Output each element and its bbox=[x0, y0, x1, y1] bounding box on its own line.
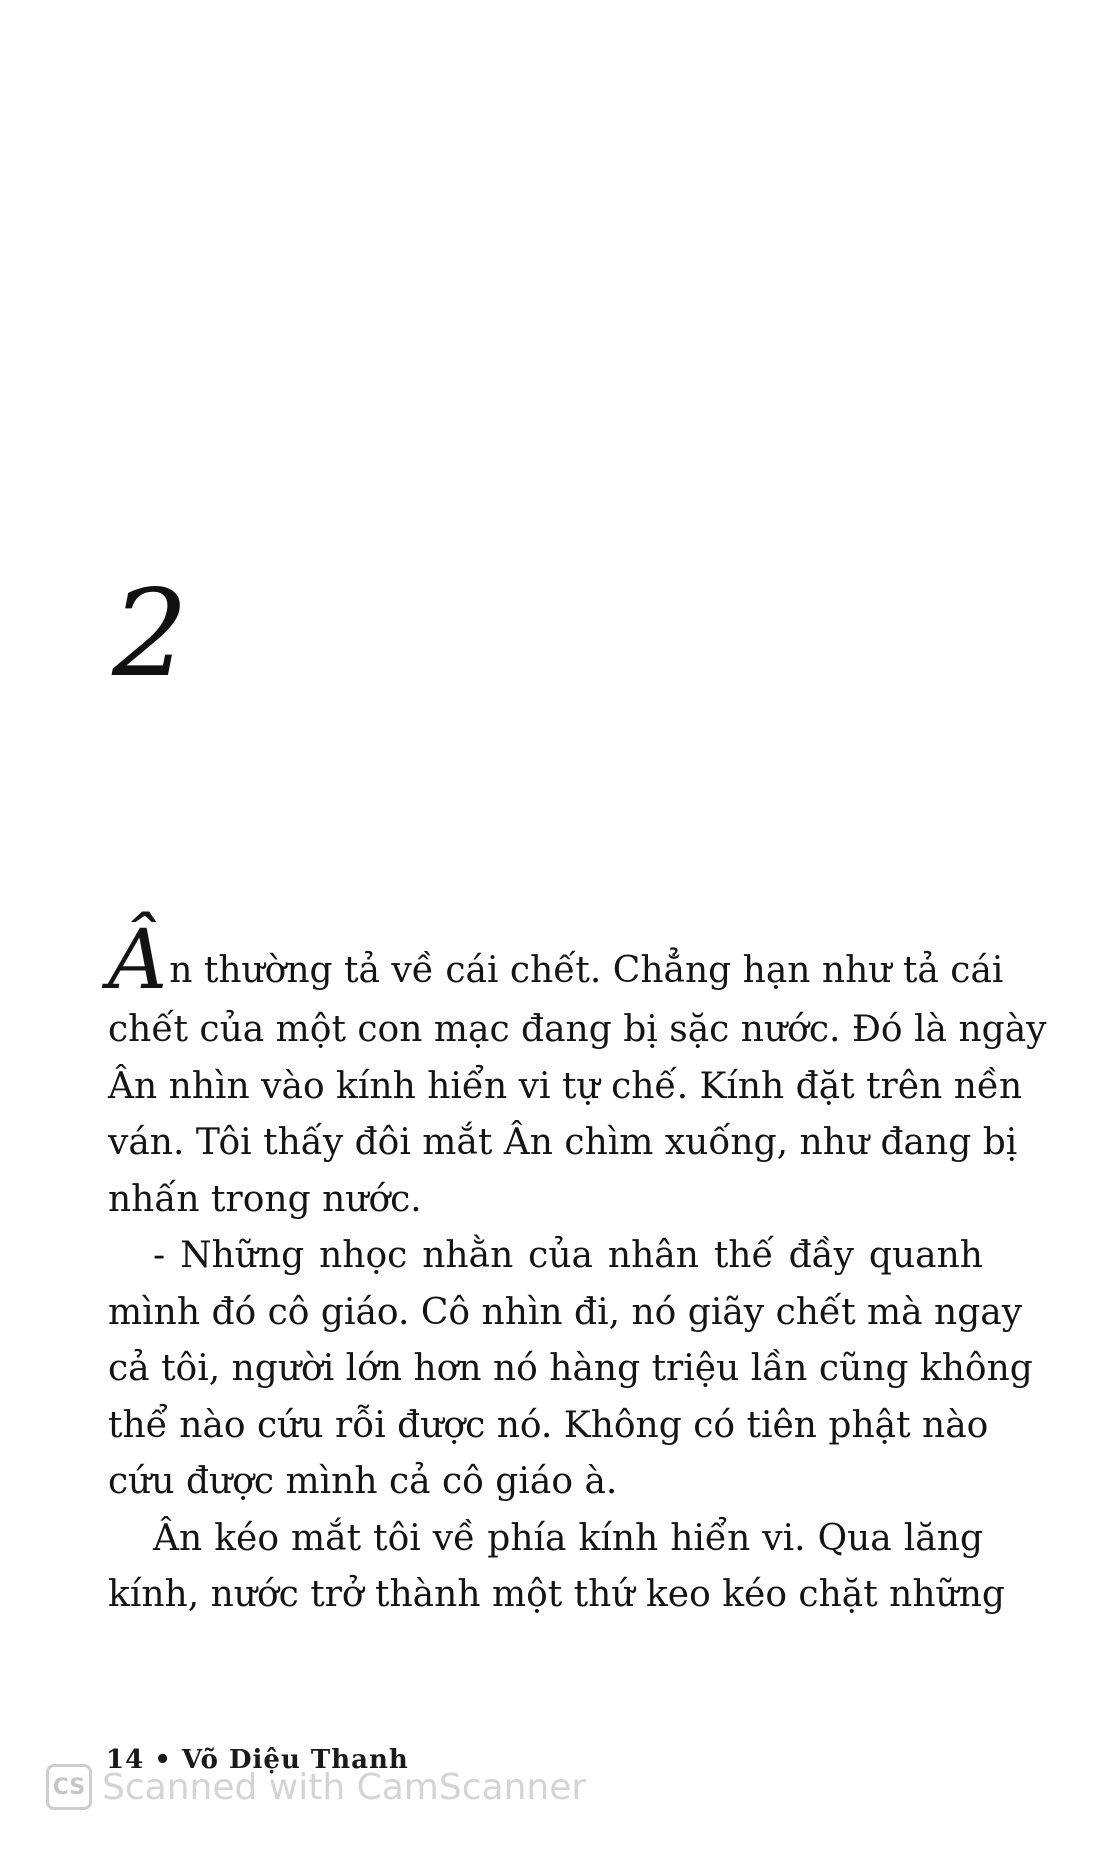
text-line: - Những nhọc nhằn của nhân thế đầy quanh bbox=[153, 1235, 983, 1276]
text-line: kính, nước trở thành một thứ keo kéo chặt những bbox=[108, 1574, 1005, 1615]
text-line: Ân kéo mắt tôi về phía kính hiển vi. Qua lăng bbox=[153, 1517, 983, 1559]
author-name: Võ Diệu Thanh bbox=[181, 1745, 409, 1775]
drop-cap: Â bbox=[108, 913, 168, 1008]
text-line: cứu được mình cả cô giáo à. bbox=[108, 1461, 618, 1502]
body-text bbox=[108, 913, 1047, 1624]
watermark-text: Scanned with CamScanner bbox=[102, 1766, 587, 1808]
text-line: chết của một con mạc đang bị sặc nước. Đó là ngày bbox=[108, 1009, 1047, 1050]
paragraph-3 bbox=[108, 1511, 1005, 1624]
text-line: Ân thường tả về cái chết. Chẳng hạn như tả cái bbox=[108, 913, 1004, 1008]
camscanner-watermark bbox=[46, 1764, 586, 1810]
page-number: 14 bbox=[106, 1745, 145, 1775]
chapter-number: 2 bbox=[112, 565, 189, 704]
text-line: cả tôi, người lớn hơn nó hàng triệu lần cũng không bbox=[108, 1348, 1033, 1389]
text-line: Ân nhìn vào kính hiển vi tự chế. Kính đặt trên nền bbox=[108, 1065, 1023, 1107]
text-line: mình đó cô giáo. Cô nhìn đi, nó giãy chết mà ngay bbox=[108, 1291, 1023, 1333]
paragraph-2 bbox=[108, 1228, 1033, 1511]
text-line: thể nào cứu rỗi được nó. Không có tiên phật nào bbox=[108, 1404, 989, 1446]
text-line: nhấn trong nước. bbox=[108, 1178, 422, 1220]
camscanner-logo-icon: CS bbox=[46, 1764, 92, 1810]
paragraph-1 bbox=[108, 913, 1047, 1228]
text-line: ván. Tôi thấy đôi mắt Ân chìm xuống, như đang bị bbox=[108, 1122, 1018, 1163]
footer-separator: • bbox=[154, 1745, 172, 1775]
